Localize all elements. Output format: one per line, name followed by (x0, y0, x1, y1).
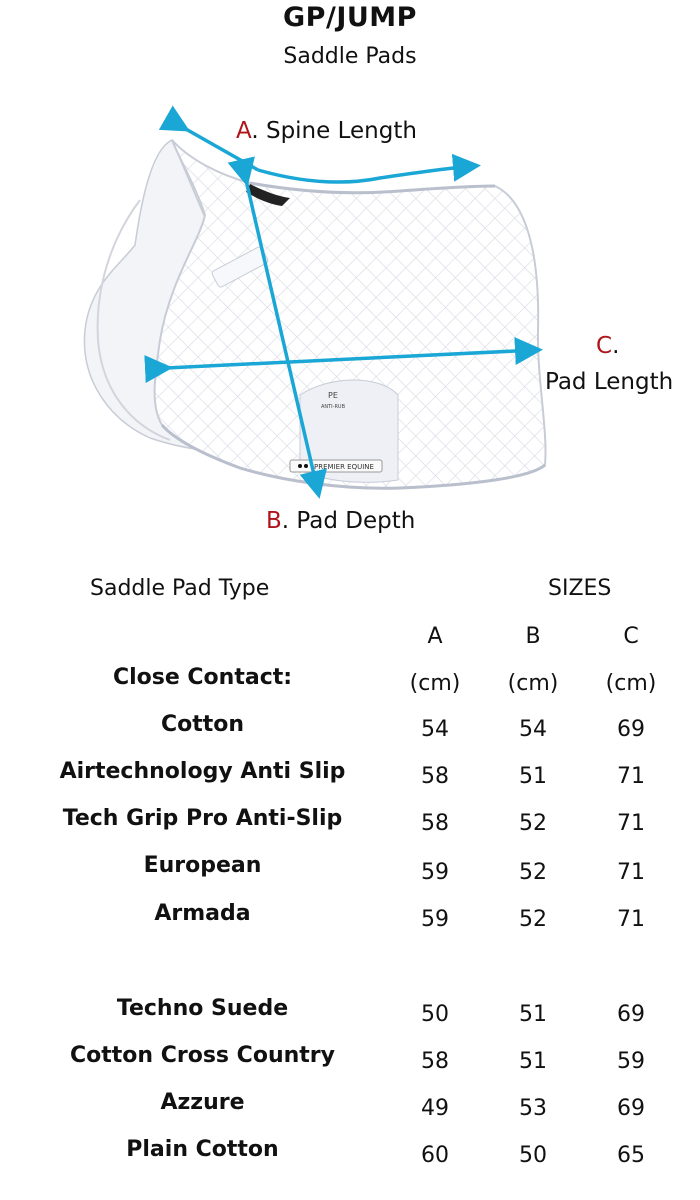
row-cell-c: 71 (617, 811, 645, 836)
row-cell-a: 50 (421, 1002, 449, 1027)
row-cell-a: 49 (421, 1096, 449, 1121)
col-c-letter: C (623, 624, 639, 649)
col-c-unit: (cm) (605, 671, 657, 696)
row-name: Airtechnology Anti Slip (59, 759, 346, 784)
row-name: Armada (154, 901, 251, 926)
row-cell-b: 51 (519, 764, 547, 789)
row-cell-b: 50 (519, 1143, 547, 1168)
row-name: Plain Cotton (126, 1137, 279, 1162)
label-a-spine-length (236, 118, 417, 144)
row-name: Techno Suede (116, 996, 289, 1021)
label-c-pad-length (596, 333, 619, 359)
row-cell-a: 59 (421, 907, 449, 932)
col-a-unit: (cm) (409, 671, 461, 696)
col-b-unit: (cm) (507, 671, 559, 696)
brand-text: PREMIER EQUINE (314, 463, 374, 471)
row-name: Tech Grip Pro Anti-Slip (62, 806, 343, 831)
row-cell-c: 71 (617, 907, 645, 932)
row-cell-b: 54 (519, 717, 547, 742)
row-cell-a: 59 (421, 860, 449, 885)
section-label: Close Contact: (112, 665, 293, 690)
row-name: Cotton Cross Country (70, 1043, 335, 1068)
label-a-letter: A (236, 118, 252, 144)
row-cell-b: 51 (519, 1002, 547, 1027)
sizes-header: SIZES (548, 576, 612, 601)
label-b-letter: B (266, 508, 282, 534)
page-subtitle: Saddle Pads (283, 44, 417, 69)
label-c-text-line2: Pad Length (545, 369, 674, 395)
row-cell-c: 71 (617, 860, 645, 885)
label-b-text: . Pad Depth (281, 508, 416, 534)
row-cell-c: 65 (617, 1143, 645, 1168)
row-cell-a: 58 (421, 1049, 449, 1074)
row-cell-b: 52 (519, 907, 547, 932)
row-name: European (143, 853, 262, 878)
row-cell-b: 51 (519, 1049, 547, 1074)
label-b-pad-depth (266, 508, 415, 534)
badge-sub-text: ANTI-RUB (320, 404, 346, 410)
type-header: Saddle Pad Type (90, 576, 270, 601)
label-c-letter: C (596, 333, 613, 359)
row-cell-c: 71 (617, 764, 645, 789)
page-title: GP/JUMP (283, 2, 417, 33)
row-cell-c: 59 (617, 1049, 645, 1074)
row-cell-c: 69 (617, 717, 645, 742)
row-cell-b: 52 (519, 860, 547, 885)
saddle-pad-diagram (0, 0, 700, 560)
label-a-text: . Spine Length (251, 118, 417, 144)
row-cell-a: 58 (421, 764, 449, 789)
row-cell-b: 53 (519, 1096, 547, 1121)
row-cell-c: 69 (617, 1002, 645, 1027)
badge-text: PE (328, 391, 338, 400)
row-name: Azzure (160, 1090, 245, 1115)
label-c-text-line1: . (612, 333, 620, 359)
row-cell-a: 58 (421, 811, 449, 836)
col-a-letter: A (427, 624, 443, 649)
col-b-letter: B (525, 624, 541, 649)
row-cell-a: 60 (421, 1143, 449, 1168)
row-cell-b: 52 (519, 811, 547, 836)
row-cell-c: 69 (617, 1096, 645, 1121)
row-cell-a: 54 (421, 717, 449, 742)
row-name: Cotton (160, 712, 245, 737)
